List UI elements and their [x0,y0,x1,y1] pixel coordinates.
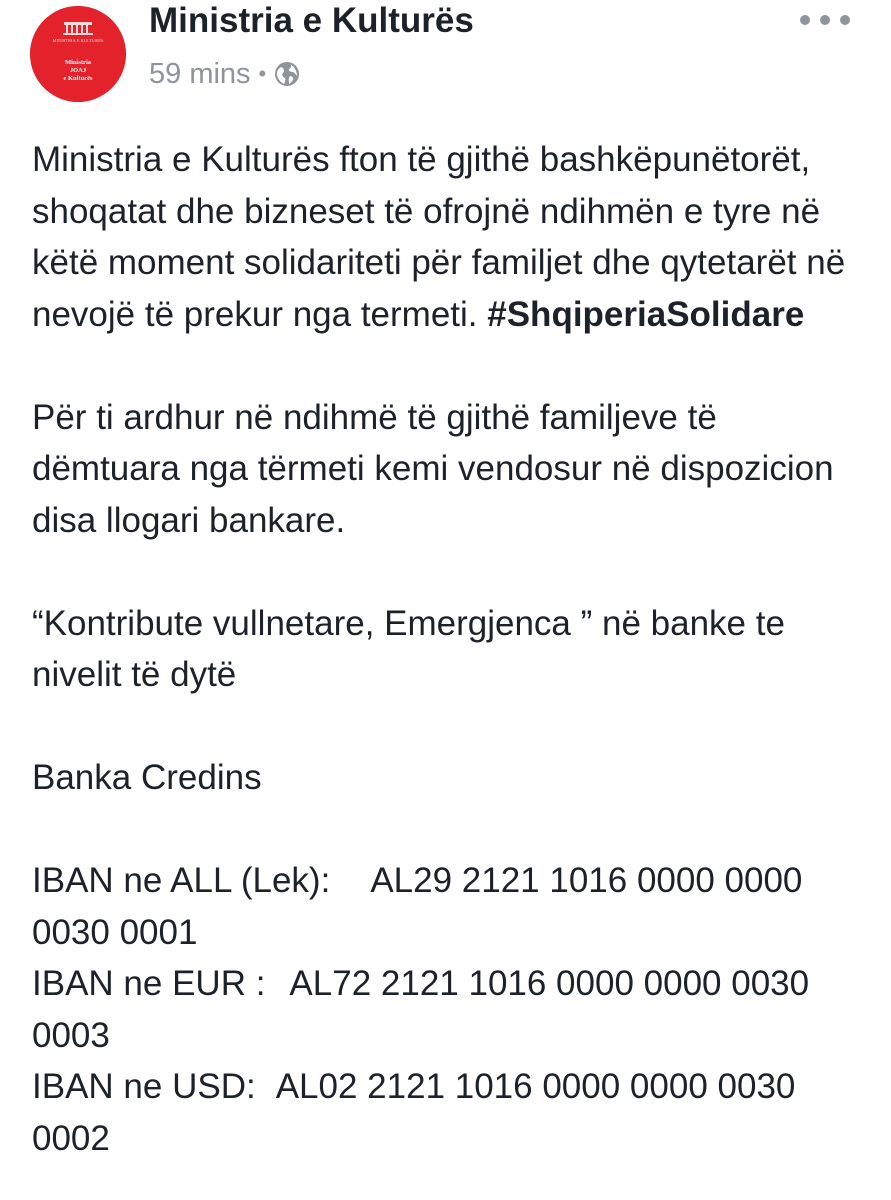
iban-all-value: AL29 2121 1016 0000 0000 0030 0001 [32,861,803,952]
iban-all-label: IBAN ne ALL (Lek): [32,861,331,900]
iban-eur-value: AL72 2121 1016 0000 0000 0030 0003 [32,964,810,1055]
svg-text:e Kulturës: e Kulturës [63,75,93,82]
hashtag-link[interactable]: #ShqiperiaSolidare [487,294,805,334]
iban-eur-line [32,958,862,1061]
svg-text:JOAJ: JOAJ [69,67,87,74]
paragraph-spacer [32,804,862,856]
post-timestamp[interactable]: 59 mins [149,57,251,90]
paragraph-spacer [32,546,862,598]
post-body [32,134,862,1164]
post-paragraph-1-text: Ministria e Kulturës fton të gjithë bashkëpunëtorët, shoqatat dhe bizneset të ofrojnë ndihmën e tyre në këtë moment solidariteti për familjet dhe qytetarët në nevojë të prekur nga termeti. [32,140,846,334]
post-paragraph-1 [32,134,862,340]
post-paragraph-2: Për ti ardhur në ndihmë të gjithë familjeve të dëmtuara nga tërmeti kemi vendosur në dispozicion disa llogari bankare. [32,397,834,540]
meta-separator: • [258,61,267,86]
page-avatar[interactable] [30,6,126,102]
iban-eur-label: IBAN ne EUR : [32,964,266,1003]
post-meta [149,54,300,94]
svg-text:MINISTRIA E KULTURËS: MINISTRIA E KULTURËS [52,38,104,43]
paragraph-spacer [32,340,862,392]
post-paragraph-3: “Kontribute vullnetare, Emergjenca ” në banke te nivelit të dytë [32,603,785,694]
more-horizontal-icon [820,15,830,25]
more-horizontal-icon [800,15,810,25]
svg-text:Ministria: Ministria [65,59,91,66]
bank-name: Banka Credins [32,758,262,797]
iban-usd-label: IBAN ne USD: [32,1067,256,1106]
iban-all-line [32,855,862,958]
iban-usd-line [32,1061,862,1164]
page-name-link[interactable]: Ministria e Kulturës [149,1,474,40]
iban-usd-value: AL02 2121 1016 0000 0000 0030 0002 [32,1067,796,1158]
paragraph-spacer [32,701,862,753]
post-header [0,0,891,110]
ministry-logo-icon [30,6,126,102]
more-options-button[interactable] [800,8,850,32]
globe-icon [274,61,300,87]
more-horizontal-icon [840,15,850,25]
